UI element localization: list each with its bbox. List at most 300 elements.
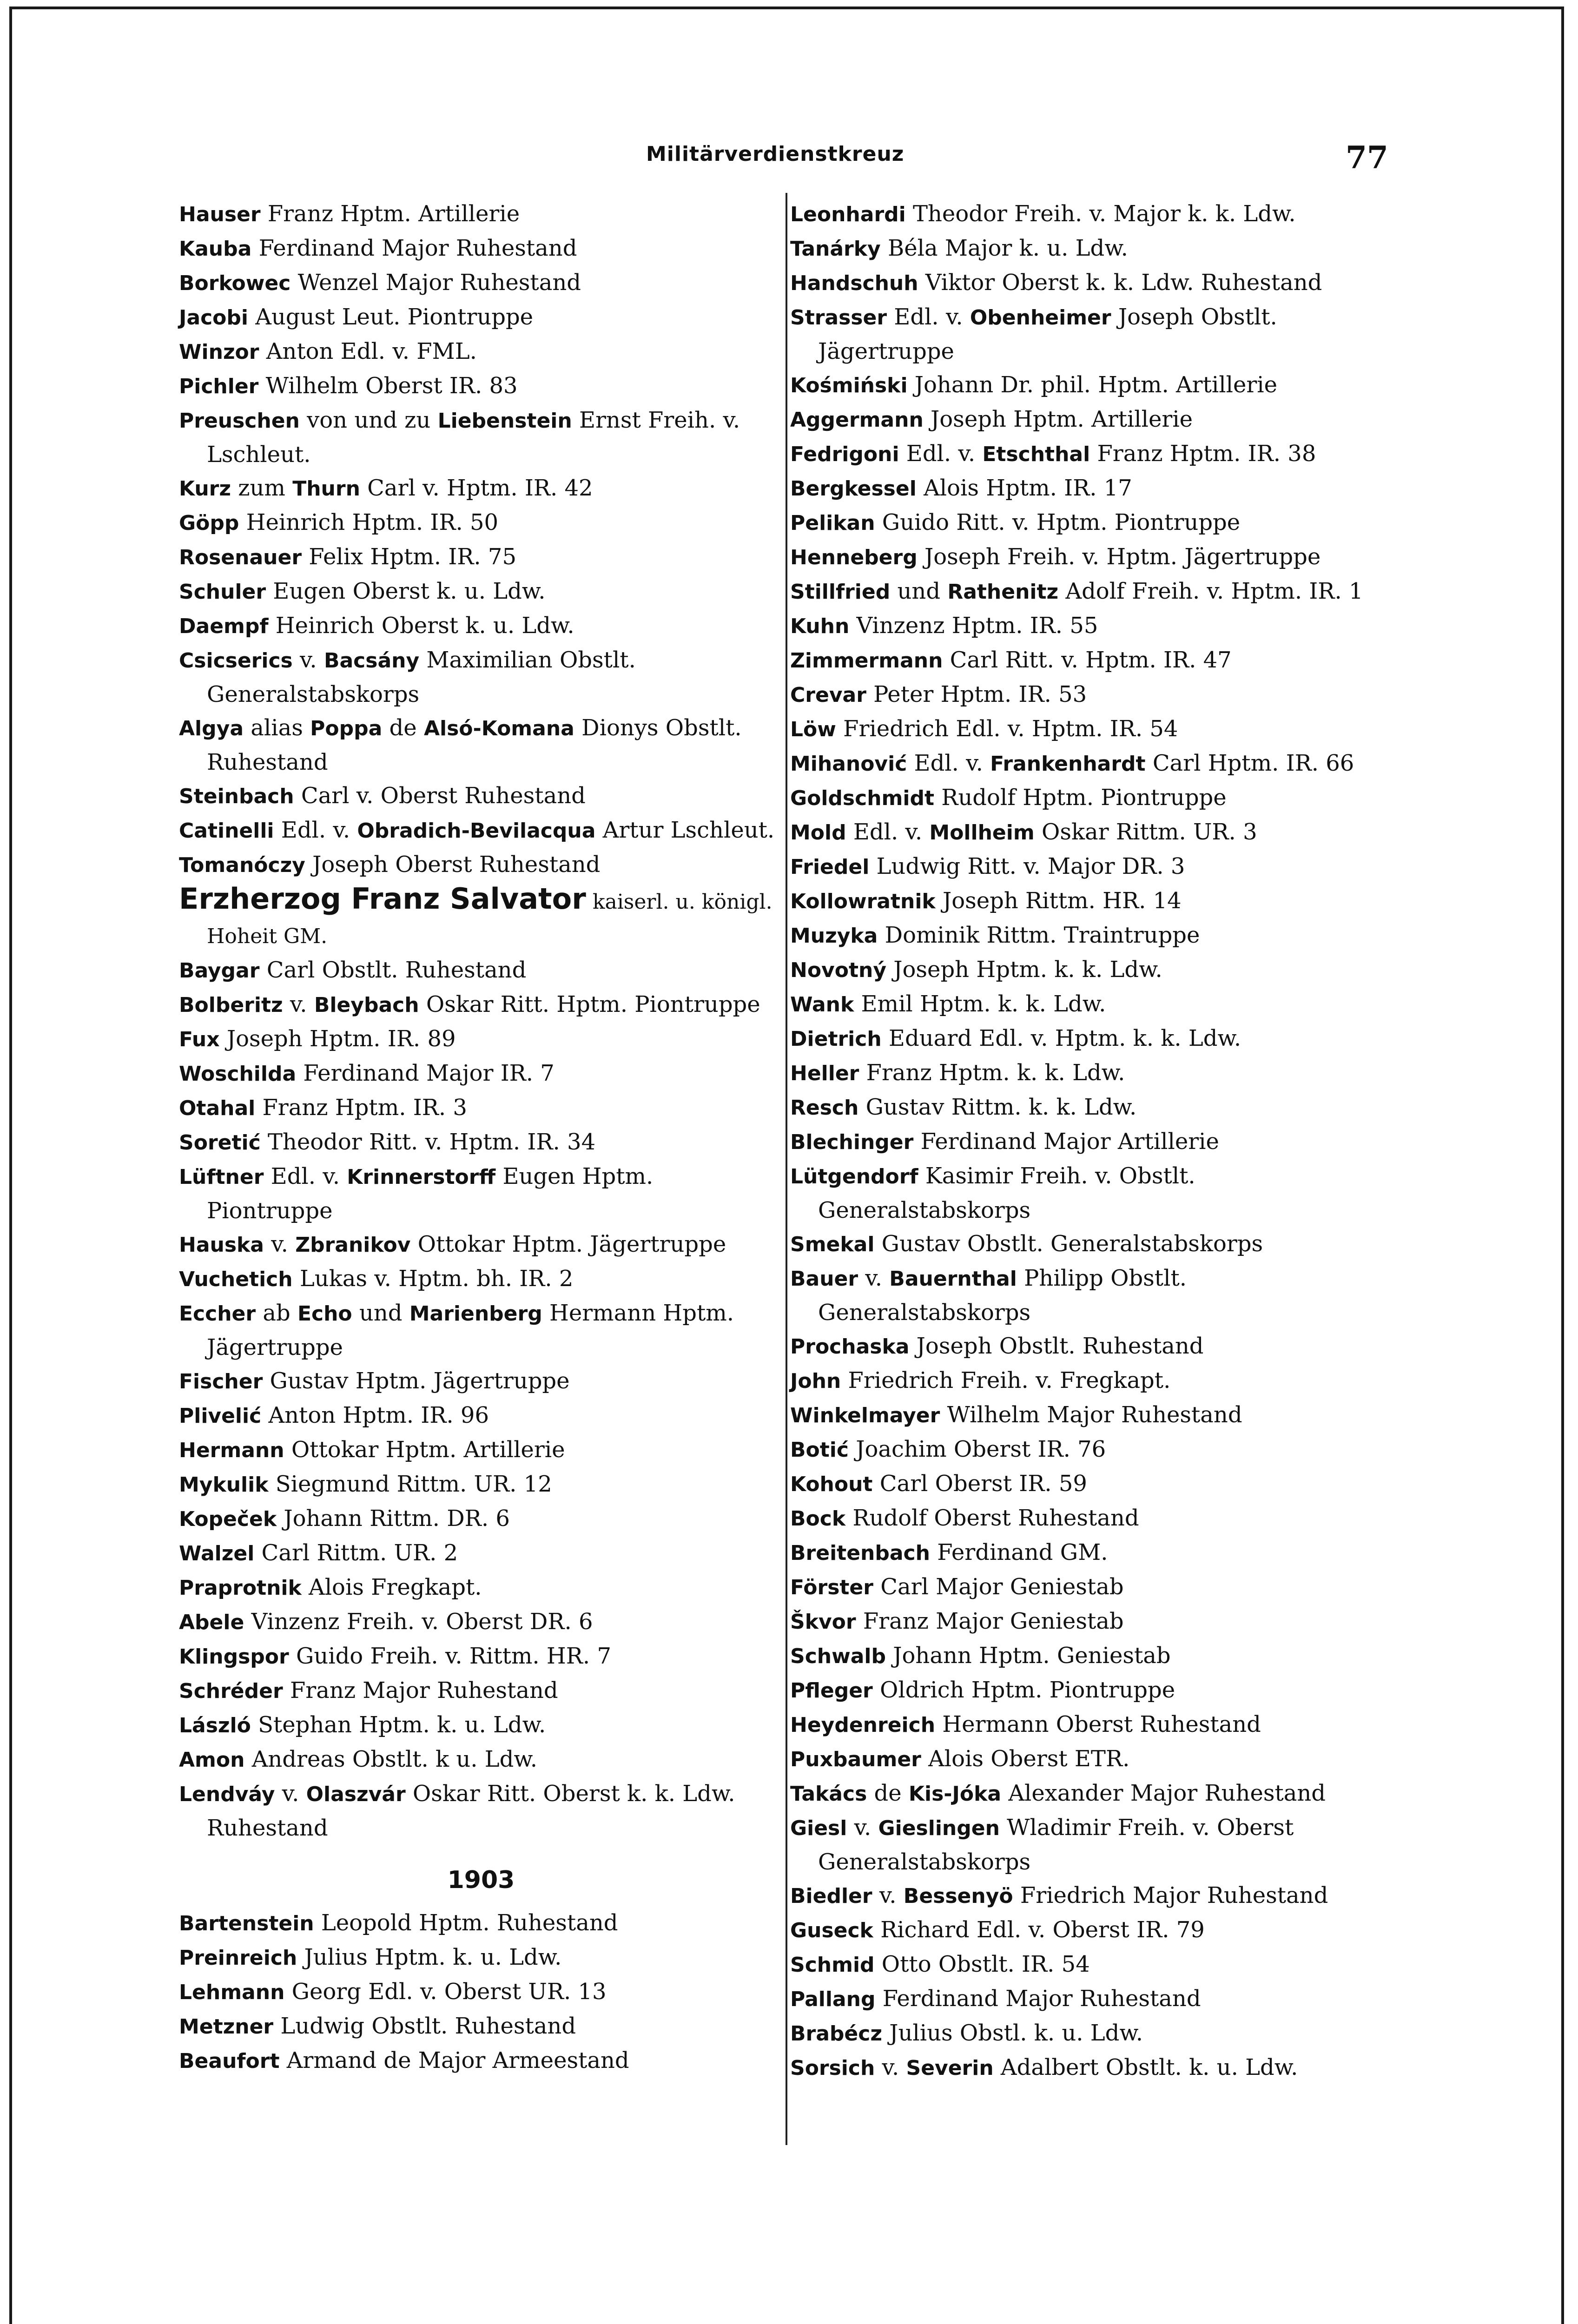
list-item	[790, 1501, 1394, 1536]
entry-text: Franz Major Ruhestand	[283, 1677, 558, 1703]
list-item	[179, 403, 783, 471]
entry-name: Zimmermann	[790, 649, 943, 673]
list-item	[790, 1056, 1394, 1090]
list-item	[179, 1975, 783, 2009]
list-item	[179, 1571, 783, 1605]
entry-name: Vuchetich	[179, 1268, 293, 1291]
list-item	[179, 953, 783, 988]
entry-text: Franz Hptm. IR. 38	[1090, 441, 1316, 467]
list-item	[790, 540, 1394, 574]
list-item	[179, 471, 783, 506]
entry-name: Daempf	[179, 614, 269, 638]
entry-text: v.	[875, 2054, 906, 2080]
entry-name: Handschuh	[790, 271, 918, 295]
year-heading: 1903	[447, 1866, 515, 1894]
entry-name: Bacsány	[324, 649, 420, 673]
entry-name: John	[790, 1369, 841, 1393]
entry-text: Carl v. Oberst Ruhestand	[294, 783, 586, 809]
entry-name: Baygar	[179, 959, 260, 983]
entry-name: Alsó-Komana	[423, 717, 574, 740]
list-item	[790, 1398, 1394, 1433]
entry-name: Schmid	[790, 1953, 875, 1977]
entry-name: Marienberg	[409, 1302, 542, 1326]
entry-name: Kauba	[179, 237, 252, 261]
entry-text: Alexander Major Ruhestand	[1001, 1780, 1326, 1806]
entry-name: Aggermann	[790, 408, 924, 432]
list-item	[179, 1056, 783, 1091]
entry-text: Alois Oberst ETR.	[921, 1746, 1130, 1772]
entry-text: Ferdinand GM.	[930, 1539, 1108, 1565]
list-item	[179, 1022, 783, 1056]
entry-text: Philipp Obstlt. Generalstabskorps	[818, 1265, 1187, 1326]
entry-text: Gustav Hptm. Jägertruppe	[263, 1368, 570, 1394]
entry-name: Schréder	[179, 1679, 283, 1703]
entry-name: Fischer	[179, 1370, 263, 1393]
list-item	[790, 1261, 1394, 1329]
list-item	[179, 1160, 783, 1228]
list-item	[179, 300, 783, 335]
entry-text: v.	[292, 647, 324, 673]
entry-name: Škvor	[790, 1610, 856, 1634]
list-item	[179, 1262, 783, 1296]
entry-text: Joseph Obstlt. Jägertruppe	[818, 304, 1277, 364]
entry-text: Gustav Obstlt. Generalstabskorps	[874, 1231, 1263, 1257]
entry-name: Otahal	[179, 1096, 256, 1120]
list-item	[179, 1605, 783, 1639]
entry-text: Theodor Freih. v. Major k. k. Ldw.	[905, 201, 1296, 227]
entry-name: Sorsich	[790, 2056, 875, 2080]
list-item	[790, 1433, 1394, 1467]
entry-name: Breitenbach	[790, 1541, 930, 1565]
entry-name: Winkelmayer	[790, 1404, 940, 1427]
right-entries	[790, 197, 1394, 2085]
entry-name: Blechinger	[790, 1130, 914, 1154]
entry-name: Förster	[790, 1576, 873, 1599]
entry-name: Walzel	[179, 1542, 255, 1565]
entry-name: Prochaska	[790, 1335, 910, 1359]
list-item	[790, 266, 1394, 300]
list-item	[790, 1536, 1394, 1570]
list-item	[179, 711, 783, 779]
entry-name: Resch	[790, 1096, 859, 1120]
entry-text: Ludwig Ritt. v. Major DR. 3	[869, 853, 1185, 879]
entry-name: Liebenstein	[437, 409, 572, 433]
list-item	[790, 746, 1394, 781]
entry-text: Carl Oberst IR. 59	[872, 1471, 1087, 1497]
entry-name: Lütgendorf	[790, 1165, 918, 1188]
entry-name: Kośmiński	[790, 374, 908, 397]
entry-text: Wladimir Freih. v. Oberst Generalstabskorps	[818, 1815, 1294, 1875]
page-number: 77	[1346, 139, 1388, 176]
entry-text: Leopold Hptm. Ruhestand	[314, 1910, 618, 1936]
entry-name: Borkowec	[179, 271, 291, 295]
entry-name: Catinelli	[179, 819, 274, 843]
entry-name: Schuler	[179, 580, 266, 604]
entry-name: Bessenyö	[903, 1884, 1013, 1908]
list-item	[790, 1604, 1394, 1639]
entry-name: Muzyka	[790, 924, 878, 948]
list-item	[179, 1364, 783, 1399]
entry-text: von und zu	[299, 407, 438, 433]
entry-name: Severin	[906, 2056, 994, 2080]
left-entries-b	[179, 953, 783, 1845]
list-item	[179, 1906, 783, 1941]
entry-text: Ottokar Hptm. Jägertruppe	[410, 1231, 726, 1257]
entry-name: Takács	[790, 1782, 867, 1806]
entry-text: Carl Major Geniestab	[873, 1574, 1124, 1600]
list-item	[179, 1536, 783, 1571]
entry-text: Guido Freih. v. Rittm. HR. 7	[289, 1643, 611, 1669]
entry-text: alias	[244, 715, 310, 741]
entry-name: Guseck	[790, 1919, 873, 1942]
entry-name: Preuschen	[179, 409, 300, 433]
entry-name: Bergkessel	[790, 477, 917, 501]
entry-text: Hermann Oberst Ruhestand	[935, 1711, 1261, 1737]
entry-text: Edl. v.	[846, 819, 930, 845]
list-item	[179, 1399, 783, 1433]
entry-name: Obenheimer	[970, 306, 1111, 330]
entry-name: Winzor	[179, 340, 259, 364]
list-item	[790, 1090, 1394, 1125]
entry-text: Oldrich Hptm. Piontruppe	[872, 1677, 1175, 1703]
entry-text: Oskar Ritt. Hptm. Piontruppe	[419, 991, 760, 1017]
entry-name: Henneberg	[790, 546, 918, 569]
entry-name: Leonhardi	[790, 203, 906, 226]
entry-text: v.	[872, 1882, 904, 1908]
entry-text: Gustav Rittm. k. k. Ldw.	[858, 1094, 1137, 1120]
entry-name: Hermann	[179, 1439, 284, 1462]
list-item	[179, 1433, 783, 1467]
list-item	[790, 1811, 1394, 1879]
entry-name: Botić	[790, 1438, 849, 1462]
entry-text: Joseph Oberst Ruhestand	[305, 852, 601, 878]
list-item	[790, 850, 1394, 884]
entry-text: Ottokar Hptm. Artillerie	[284, 1437, 565, 1463]
list-item	[790, 506, 1394, 540]
entry-text: v.	[283, 991, 314, 1017]
entry-text: v.	[264, 1231, 296, 1257]
entry-text: Joseph Hptm. Artillerie	[923, 406, 1193, 432]
entry-name: Rosenauer	[179, 546, 302, 569]
list-item	[179, 1777, 783, 1845]
list-item	[790, 1948, 1394, 1982]
entry-name: Csicserics	[179, 649, 293, 673]
list-item	[179, 2009, 783, 2044]
list-item	[790, 437, 1394, 471]
list-item	[179, 1743, 783, 1777]
entry-text: und	[890, 578, 948, 604]
entry-name: Kopeček	[179, 1507, 277, 1531]
list-item	[179, 1502, 783, 1536]
entry-text: August Leut. Piontruppe	[248, 304, 534, 330]
entry-text: Vinzenz Freih. v. Oberst DR. 6	[244, 1609, 593, 1635]
entry-name: Obradich-Bevilacqua	[357, 819, 596, 843]
entry-text: Joseph Hptm. IR. 89	[219, 1026, 456, 1052]
entry-name: Pichler	[179, 375, 259, 398]
list-item	[179, 197, 783, 231]
entry-name: Erzherzog Franz Salvator	[179, 882, 586, 916]
list-item	[179, 1091, 783, 1125]
entry-name: Kurz	[179, 477, 231, 501]
entry-text: Edl. v.	[899, 441, 983, 467]
list-item	[790, 471, 1394, 506]
entry-name: Praprotnik	[179, 1576, 302, 1600]
entry-text: Otto Obstlt. IR. 54	[874, 1951, 1090, 1977]
entry-text: Johann Rittm. DR. 6	[277, 1505, 510, 1532]
entry-text: v.	[847, 1815, 878, 1841]
entry-name: Novotný	[790, 958, 887, 982]
entry-name: Lehmann	[179, 1981, 285, 2004]
entry-text: Carl Rittm. UR. 2	[254, 1540, 458, 1566]
entry-text: Carl Obstlt. Ruhestand	[259, 957, 527, 983]
entry-text: Adolf Freih. v. Hptm. IR. 1	[1058, 578, 1363, 604]
entry-text: de	[867, 1780, 909, 1806]
entry-text: Dionys Obstlt. Ruhestand	[207, 715, 742, 775]
entry-name: Dietrich	[790, 1027, 882, 1051]
right-column	[790, 197, 1394, 2085]
entry-name: Frankenhardt	[990, 752, 1146, 776]
entry-text: Wenzel Major Ruhestand	[291, 270, 581, 296]
entry-name: Giesl	[790, 1816, 847, 1840]
entry-name: Löw	[790, 718, 836, 741]
list-item	[790, 1159, 1394, 1227]
entry-text: Wilhelm Major Ruhestand	[940, 1402, 1242, 1428]
entry-text: Armand de Major Armeestand	[279, 2047, 629, 2073]
entry-name: Smekal	[790, 1233, 875, 1256]
entry-name: Eccher	[179, 1302, 256, 1326]
list-item	[790, 1742, 1394, 1776]
entry-name: Kis-Jóka	[908, 1782, 1002, 1806]
entry-name: Mold	[790, 821, 846, 845]
entry-text: Ferdinand Major IR. 7	[296, 1060, 555, 1086]
entry-name: Zbranikov	[295, 1233, 411, 1257]
entry-name: Plivelić	[179, 1404, 262, 1428]
entry-text: Alois Hptm. IR. 17	[916, 475, 1132, 501]
list-item	[790, 609, 1394, 643]
entry-text: Theodor Ritt. v. Hptm. IR. 34	[260, 1129, 596, 1155]
entry-name: Gieslingen	[878, 1816, 1000, 1840]
list-item	[179, 506, 783, 540]
list-item	[790, 712, 1394, 746]
entry-name: Goldschmidt	[790, 786, 934, 810]
entry-name: Fedrigoni	[790, 442, 899, 466]
entry-name: Bleybach	[314, 993, 419, 1017]
erzherzog-entry	[179, 882, 783, 953]
entry-name: Soretić	[179, 1131, 261, 1155]
entry-text: Ferdinand Major Ruhestand	[875, 1986, 1201, 2012]
list-item	[179, 2044, 783, 2078]
entry-text: Johann Dr. phil. Hptm. Artillerie	[907, 372, 1278, 398]
list-item	[790, 2016, 1394, 2051]
running-title: Militärverdienstkreuz	[646, 142, 905, 166]
list-item	[790, 1639, 1394, 1673]
entry-text: Edl. v.	[264, 1163, 347, 1189]
entry-name: Crevar	[790, 683, 866, 707]
list-item	[179, 609, 783, 643]
entry-text: Heinrich Oberst k. u. Ldw.	[268, 613, 574, 639]
list-item	[790, 1364, 1394, 1398]
entry-text: Anton Edl. v. FML.	[259, 338, 477, 364]
entry-name: Metzner	[179, 2015, 274, 2039]
list-item	[790, 781, 1394, 815]
entry-text: Artur Lschleut.	[595, 817, 775, 843]
entry-text: Dominik Rittm. Traintruppe	[878, 922, 1200, 948]
entry-name: Tomanóczy	[179, 853, 305, 877]
list-item	[179, 1125, 783, 1160]
entry-text: ab	[256, 1300, 297, 1326]
entry-name: Preinreich	[179, 1946, 297, 1970]
list-item	[179, 1708, 783, 1743]
list-item	[179, 574, 783, 609]
entry-text: Emil Hptm. k. k. Ldw.	[854, 991, 1106, 1017]
entry-text: Franz Hptm. k. k. Ldw.	[859, 1060, 1125, 1086]
entry-name: Hauska	[179, 1233, 264, 1257]
list-item	[179, 813, 783, 848]
entry-text: Peter Hptm. IR. 53	[866, 681, 1087, 707]
entry-name: Beaufort	[179, 2049, 280, 2073]
list-item	[179, 1674, 783, 1708]
list-item	[790, 1329, 1394, 1364]
entry-text: Oskar Rittm. UR. 3	[1034, 819, 1257, 845]
entry-text: Oskar Ritt. Oberst k. k. Ldw. Ruhestand	[207, 1781, 735, 1841]
entry-name: Abele	[179, 1611, 244, 1634]
entry-text: de	[382, 715, 424, 741]
entry-name: Jacobi	[179, 306, 248, 330]
entry-name: Pelikan	[790, 511, 875, 535]
entry-name: Lüftner	[179, 1165, 264, 1189]
entry-text: Felix Hptm. IR. 75	[302, 544, 517, 570]
list-item	[179, 643, 783, 711]
entry-text: Richard Edl. v. Oberst IR. 79	[873, 1917, 1205, 1943]
entry-text: Carl Hptm. IR. 66	[1145, 750, 1354, 776]
list-item	[179, 848, 783, 882]
entry-text: Adalbert Obstlt. k. u. Ldw.	[993, 2054, 1298, 2080]
list-item	[790, 953, 1394, 987]
entry-name: Fux	[179, 1028, 220, 1051]
entry-text: Siegmund Rittm. UR. 12	[268, 1471, 552, 1497]
list-item	[790, 1708, 1394, 1742]
entry-text: Edl. v.	[907, 750, 990, 776]
entry-name: Mollheim	[929, 821, 1035, 845]
list-item	[790, 574, 1394, 609]
entry-text: v.	[858, 1265, 890, 1291]
list-item	[790, 1673, 1394, 1708]
entry-text: Joseph Rittm. HR. 14	[935, 888, 1182, 914]
entry-text: Julius Obstl. k. u. Ldw.	[882, 2020, 1143, 2046]
entry-text: und	[352, 1300, 409, 1326]
entry-text: Franz Major Geniestab	[856, 1608, 1124, 1634]
entry-name: Heydenreich	[790, 1713, 936, 1737]
entry-name: Krinnerstorff	[347, 1165, 496, 1189]
list-item	[790, 300, 1394, 368]
entry-name: Stillfried	[790, 580, 891, 604]
entry-text: Ferdinand Major Artillerie	[913, 1129, 1219, 1155]
list-item	[790, 1982, 1394, 2016]
entry-text: Ernst Freih. v. Lschleut.	[207, 407, 740, 468]
entry-text: Anton Hptm. IR. 96	[261, 1402, 489, 1428]
entry-name: Klingspor	[179, 1645, 289, 1669]
entry-text: Béla Major k. u. Ldw.	[880, 235, 1128, 261]
entry-name: Kollowratnik	[790, 890, 936, 913]
entry-text: Edl. v.	[887, 304, 970, 330]
left-entries-a	[179, 197, 783, 882]
entry-text: Friedrich Major Ruhestand	[1013, 1882, 1328, 1908]
list-item	[790, 368, 1394, 403]
column-divider	[786, 193, 787, 2145]
list-item	[790, 643, 1394, 678]
list-item	[790, 884, 1394, 918]
entry-text: Lukas v. Hptm. bh. IR. 2	[292, 1266, 574, 1292]
list-item	[790, 2051, 1394, 2085]
list-item	[790, 1227, 1394, 1261]
entry-name: Bartenstein	[179, 1912, 314, 1935]
list-item	[790, 197, 1394, 231]
entry-text: Edl. v.	[274, 817, 357, 843]
entry-text: Joseph Freih. v. Hptm. Jägertruppe	[917, 544, 1321, 570]
entry-text: Vinzenz Hptm. IR. 55	[849, 613, 1098, 639]
entry-text: Stephan Hptm. k. u. Ldw.	[251, 1712, 546, 1738]
entry-text: Georg Edl. v. Oberst UR. 13	[284, 1979, 607, 2005]
entry-text: Joseph Obstlt. Ruhestand	[909, 1333, 1204, 1359]
entry-name: Heller	[790, 1062, 859, 1085]
left-entries-c	[179, 1906, 783, 2078]
entry-text: Carl v. Hptm. IR. 42	[360, 475, 593, 501]
entry-text: Franz Hptm. IR. 3	[255, 1095, 467, 1121]
entry-name: Biedler	[790, 1884, 872, 1908]
list-item	[790, 231, 1394, 266]
entry-name: Brabécz	[790, 2022, 882, 2046]
entry-name: Kohout	[790, 1472, 873, 1496]
entry-text: Friedrich Edl. v. Hptm. IR. 54	[836, 716, 1178, 742]
list-item	[790, 987, 1394, 1022]
entry-name: Rathenitz	[947, 580, 1059, 604]
entry-name: Echo	[297, 1302, 352, 1326]
list-item	[179, 335, 783, 369]
entry-name: Steinbach	[179, 785, 294, 808]
entry-text: Rudolf Hptm. Piontruppe	[934, 785, 1227, 811]
entry-name: Bauer	[790, 1267, 858, 1291]
entry-text: Eugen Oberst k. u. Ldw.	[266, 578, 546, 604]
entry-text: Franz Hptm. Artillerie	[260, 201, 520, 227]
entry-text: Heinrich Hptm. IR. 50	[239, 509, 499, 535]
list-item	[179, 1296, 783, 1364]
entry-name: Poppa	[310, 717, 383, 740]
entry-text: Eduard Edl. v. Hptm. k. k. Ldw.	[881, 1025, 1241, 1051]
list-item	[790, 1570, 1394, 1604]
list-item	[179, 540, 783, 574]
entry-name: Bolberitz	[179, 993, 283, 1017]
entry-name: Bock	[790, 1507, 846, 1531]
entry-name: Algya	[179, 717, 244, 740]
list-item	[790, 1776, 1394, 1811]
entry-name: Strasser	[790, 306, 887, 330]
entry-name: Mykulik	[179, 1473, 269, 1497]
entry-name: László	[179, 1714, 251, 1737]
entry-name: Kuhn	[790, 614, 850, 638]
entry-text: Friedrich Freih. v. Fregkapt.	[841, 1367, 1171, 1393]
entry-name: Pfleger	[790, 1679, 873, 1703]
entry-name: Tanárky	[790, 237, 881, 261]
list-item	[790, 1125, 1394, 1159]
entry-text: Kasimir Freih. v. Obstlt. Generalstabskorps	[818, 1163, 1195, 1223]
list-item	[179, 1941, 783, 1975]
entry-name: Schwalb	[790, 1644, 886, 1668]
entry-text: Joachim Oberst IR. 76	[848, 1436, 1106, 1462]
list-item	[790, 918, 1394, 953]
entry-text: Andreas Obstlt. k u. Ldw.	[244, 1746, 538, 1772]
entry-text: Rudolf Oberst Ruhestand	[845, 1505, 1139, 1531]
entry-text: Johann Hptm. Geniestab	[886, 1643, 1171, 1669]
